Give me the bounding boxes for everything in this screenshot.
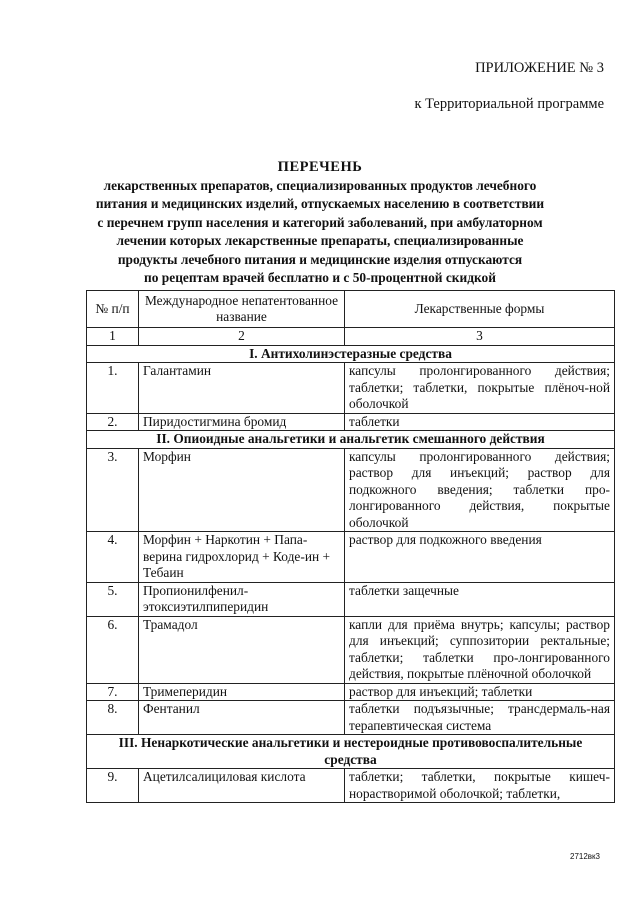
table-row [87, 582, 615, 616]
drug-forms: капли для приёма внутрь; капсулы; раствор для инъекций; суппозитории ректальные; таблетки; таблетки про-лонгированного действия, покрытые плёночной оболочкой [345, 616, 615, 683]
table-row [87, 413, 615, 431]
section-title: I. Антихолинэстеразные средства [87, 345, 615, 363]
appendix-reference: к Территориальной программе [414, 96, 604, 112]
drug-name: Пиридостигмина бромид [139, 413, 345, 431]
drug-forms: капсулы пролонгированного действия; таблетки; таблетки, покрытые плёноч-ной оболочкой [345, 363, 615, 414]
header-forms: Лекарственные формы [345, 291, 615, 328]
subtitle-line: лечении которых лекарственные препараты, специализированные [116, 233, 524, 249]
column-index-row [87, 328, 615, 346]
row-number: 9. [87, 769, 139, 803]
table-row [87, 532, 615, 583]
section-row [87, 431, 615, 449]
row-number: 4. [87, 532, 139, 583]
drug-forms: таблетки защечные [345, 582, 615, 616]
row-number: 2. [87, 413, 139, 431]
subtitle-line: по рецептам врачей бесплатно и с 50-процентной скидкой [144, 270, 496, 286]
row-number: 6. [87, 616, 139, 683]
drug-forms: раствор для подкожного введения [345, 532, 615, 583]
row-number: 1. [87, 363, 139, 414]
column-index: 2 [139, 328, 345, 346]
table-row [87, 683, 615, 701]
row-number: 7. [87, 683, 139, 701]
row-number: 3. [87, 448, 139, 532]
appendix-number: ПРИЛОЖЕНИЕ № 3 [475, 60, 604, 76]
drug-forms: раствор для инъекций; таблетки [345, 683, 615, 701]
table-row [87, 701, 615, 735]
subtitle-line: лекарственных препаратов, специализированных продуктов лечебного [103, 178, 537, 193]
subtitle-line: продукты лечебного питания и медицинские изделия отпускаются [117, 251, 523, 267]
row-number: 8. [87, 701, 139, 735]
column-index: 1 [87, 328, 139, 346]
drug-forms: таблетки подъязычные; трансдермаль-ная терапевтическая система [345, 701, 615, 735]
table-header-row [87, 291, 615, 328]
drug-name: Морфин + Наркотин + Папа-верина гидрохлорид + Коде-ин + Тебаин [139, 532, 345, 583]
header-number: № п/п [87, 291, 139, 328]
drug-name: Тримеперидин [139, 683, 345, 701]
drug-name: Морфин [139, 448, 345, 532]
drug-forms: таблетки; таблетки, покрытые кишеч-норастворимой оболочкой; таблетки, [345, 769, 615, 803]
document-code: 2712вк3 [570, 852, 600, 861]
table-row [87, 769, 615, 803]
section-title: III. Ненаркотические анальгетики и нестероидные противовоспалительные средства [87, 735, 615, 769]
drug-forms: капсулы пролонгированного действия; раствор для инъекций; раствор для подкожного введения; таблетки про-лонгированного действия, покрытые оболочкой [345, 448, 615, 532]
drug-name: Пропионилфенил-этоксиэтилпиперидин [139, 582, 345, 616]
subtitle-line: питания и медицинских изделий, отпускаемых населению в соответствии [95, 196, 545, 212]
header-name: Международное непатентованное название [139, 291, 345, 328]
drug-name: Фентанил [139, 701, 345, 735]
column-index: 3 [345, 328, 615, 346]
subtitle-line: с перечнем групп населения и категорий заболеваний, при амбулаторном [97, 214, 543, 230]
table-row [87, 616, 615, 683]
table-row [87, 448, 615, 532]
drug-name: Галантамин [139, 363, 345, 414]
document-title: ПЕРЕЧЕНЬ [277, 159, 363, 175]
section-title: II. Опиоидные анальгетики и анальгетик смешанного действия [87, 431, 615, 449]
row-number: 5. [87, 582, 139, 616]
section-row [87, 735, 615, 769]
drug-forms: таблетки [345, 413, 615, 431]
document-subtitle [60, 177, 580, 287]
section-row [87, 345, 615, 363]
drug-list-table [86, 290, 615, 803]
table-row [87, 363, 615, 414]
drug-name: Трамадол [139, 616, 345, 683]
drug-name: Ацетилсалициловая кислота [139, 769, 345, 803]
